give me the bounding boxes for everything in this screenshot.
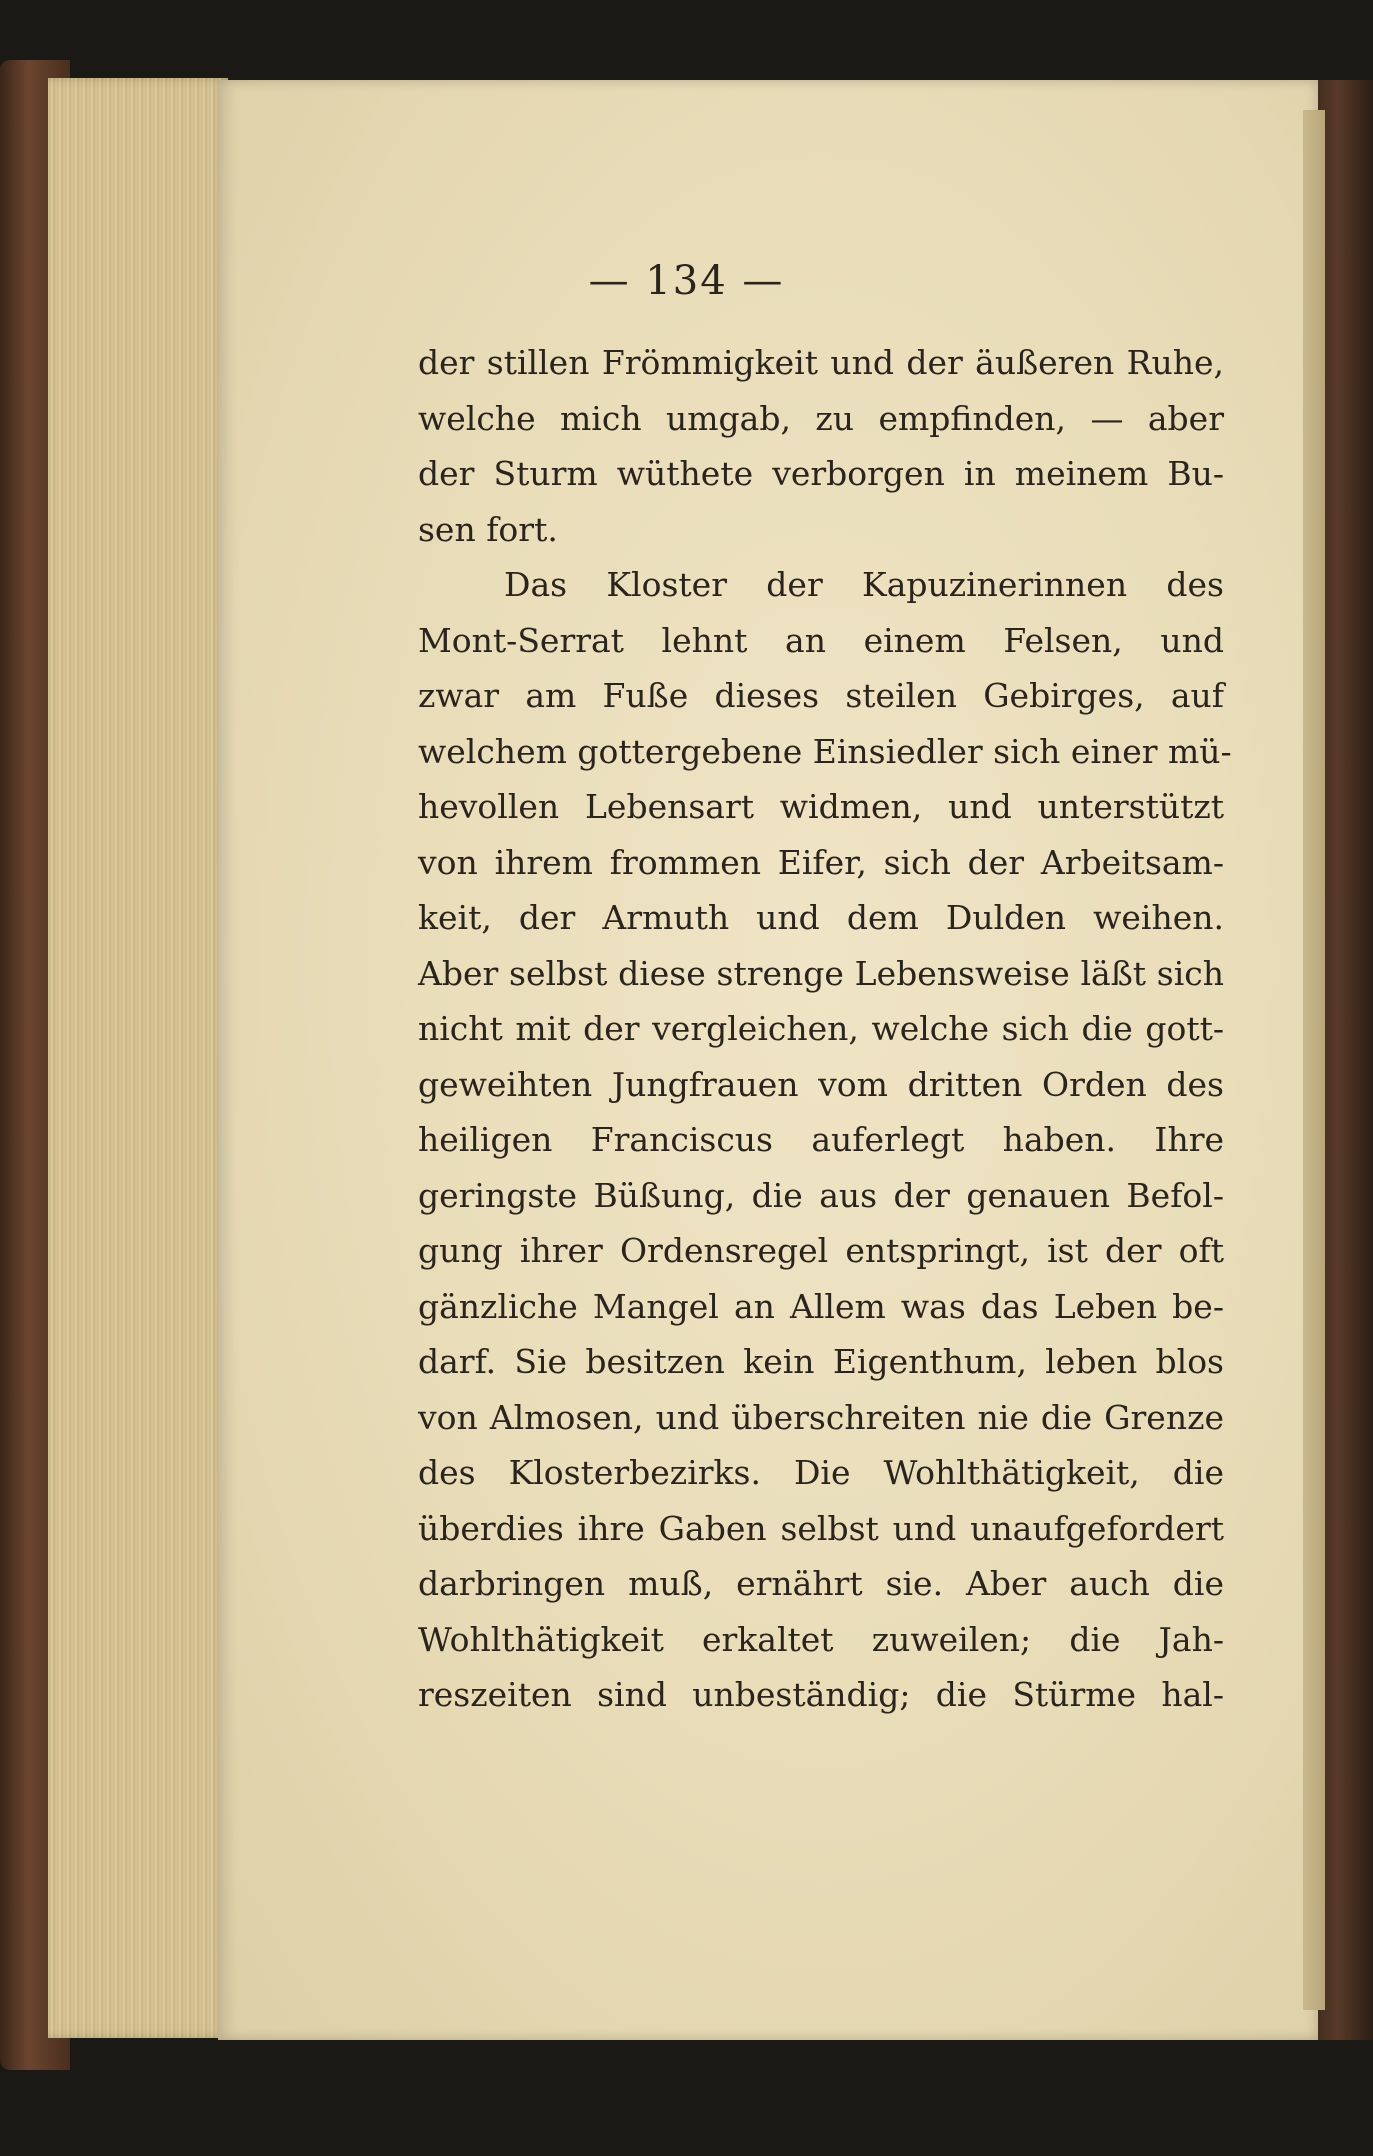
text-line: keit, der Armuth und dem Dulden weihen. [418, 898, 1224, 937]
text-line: darf. Sie besitzen kein Eigenthum, leben blos [418, 1342, 1224, 1381]
text-line: reszeiten sind unbeständig; die Stürme hal- [418, 1675, 1224, 1714]
text-line: der Sturm wüthete verborgen in meinem Bu- [418, 454, 1224, 493]
text-line: Das Kloster der Kapuzinerinnen des [504, 565, 1224, 604]
text-line: von Almosen, und überschreiten nie die Grenze [418, 1397, 1224, 1437]
text-line: des Klosterbezirks. Die Wohlthätigkeit, die [418, 1453, 1224, 1492]
text-line: hevollen Lebensart widmen, und unterstützt [418, 787, 1224, 826]
text-line: Wohlthätigkeit erkaltet zuweilen; die Jah- [418, 1619, 1224, 1659]
text-line: nicht mit der vergleichen, welche sich die gott- [418, 1009, 1224, 1048]
text-line: überdies ihre Gaben selbst und unaufgefordert [418, 1508, 1224, 1548]
page-edges [48, 78, 228, 2038]
body-text [418, 335, 1232, 1723]
text-line: zwar am Fuße dieses steilen Gebirges, auf [418, 676, 1224, 715]
text-line: darbringen muß, ernährt sie. Aber auch die [418, 1564, 1224, 1603]
text-line: geweihten Jungfrauen vom dritten Orden des [418, 1064, 1224, 1104]
text-line: der stillen Frömmigkeit und der äußeren Ruhe, [418, 343, 1224, 382]
text-line: Mont-Serrat lehnt an einem Felsen, und [418, 620, 1224, 660]
text-line: welchem gottergebene Einsiedler sich einer mü- [418, 731, 1232, 771]
text-line: gänzliche Mangel an Allem was das Leben be- [418, 1286, 1224, 1326]
text-line: Aber selbst diese strenge Lebensweise läßt sich [418, 953, 1224, 993]
page-number: — 134 — [588, 258, 785, 304]
text-line: heiligen Franciscus auferlegt haben. Ihre [418, 1120, 1224, 1159]
text-line: sen fort. [418, 509, 558, 549]
text-line: von ihrem frommen Eifer, sich der Arbeitsam- [418, 842, 1224, 882]
text-line: geringste Büßung, die aus der genauen Befol- [418, 1175, 1224, 1215]
text-line: gung ihrer Ordensregel entspringt, ist der oft [418, 1231, 1224, 1270]
facing-page-edge [1303, 110, 1325, 2010]
text-line: welche mich umgab, zu empfinden, — aber [418, 398, 1224, 438]
